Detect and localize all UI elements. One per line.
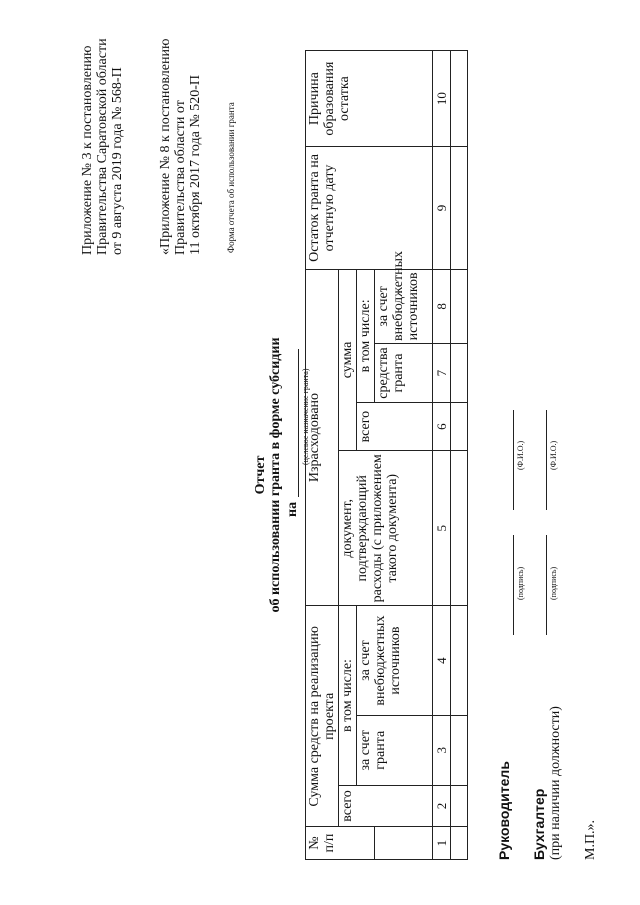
appendix-block [80,0,125,255]
accountant-signature-caption: (подпись) [549,566,558,600]
col-spent: Израсходовано [306,269,339,606]
empty-cell [451,827,468,860]
purpose-line [298,349,299,497]
title-line: Отчет [253,455,268,495]
index-cell: 10 [433,51,451,147]
index-cell: 4 [433,606,451,715]
na-label: на [285,501,300,517]
appendix-line: «Приложение № 8 к постановлению [158,38,173,255]
empty-cell [451,269,468,343]
col-including-spent: в том числе: [357,269,375,402]
report-table [305,50,468,860]
appendix-line: Правительства Саратовской области [95,38,110,255]
index-cell: 9 [433,147,451,269]
purpose-caption: (целевое назначение гранта) [301,368,310,465]
head-name-caption: (Ф.И.О.) [516,440,525,470]
col-extra: за счет внебюджетных источников [357,606,433,715]
index-cell: 1 [433,827,451,860]
accountant-note: (при наличии должности) [548,706,563,860]
col-document: документ, подтверждающий расходы (с приложением такого документа) [339,451,433,606]
col-grant-funds: средства гранта [375,344,433,403]
amended-appendix-block [158,0,203,255]
col-reason: Причина образования остатка [306,51,433,147]
appendix-line: Приложение № 3 к постановлению [80,45,95,255]
index-row [433,51,451,860]
accountant-name-line [546,410,547,510]
empty-row [451,51,468,860]
col-total: всего [339,785,433,827]
appendix-line: 11 октября 2017 года № 520-П [188,75,203,255]
col-number-cont [375,827,433,860]
accountant-label: Бухгалтер [531,788,547,860]
empty-cell [451,147,468,269]
col-grant: за счет гранта [357,715,433,785]
col-sum: сумма [339,269,357,450]
index-cell: 3 [433,715,451,785]
report-title [253,325,283,625]
index-cell: 6 [433,403,451,451]
empty-cell [451,344,468,403]
empty-cell [451,715,468,785]
col-extra-spent: за счет внебюджетных источников [375,269,433,343]
index-cell: 2 [433,785,451,827]
appendix-line: от 9 августа 2019 года № 568-П [110,67,125,255]
index-cell: 8 [433,269,451,343]
col-sum-project: Сумма средств на реализацию проекта [306,606,339,827]
index-cell: 7 [433,344,451,403]
stamp-label: М.П.». [583,819,598,860]
col-including: в том числе: [339,606,357,785]
title-line: об использовании гранта в форме субсидии [268,337,283,613]
head-name-line [513,410,514,510]
index-cell: 5 [433,451,451,606]
col-total-spent: всего [357,403,433,451]
empty-cell [451,51,468,147]
head-label: Руководитель [496,761,512,860]
head-signature-line [513,535,514,635]
col-balance: Остаток гранта на отчетную дату [306,147,433,269]
col-number: № п/п [306,827,375,860]
empty-cell [451,785,468,827]
accountant-signature-line [546,535,547,635]
form-caption: Форма отчета об использовании гранта [226,102,236,253]
head-signature-caption: (подпись) [516,566,525,600]
empty-cell [451,403,468,451]
empty-cell [451,606,468,715]
empty-cell [451,451,468,606]
accountant-name-caption: (Ф.И.О.) [549,440,558,470]
appendix-line: Правительства области от [173,100,188,255]
